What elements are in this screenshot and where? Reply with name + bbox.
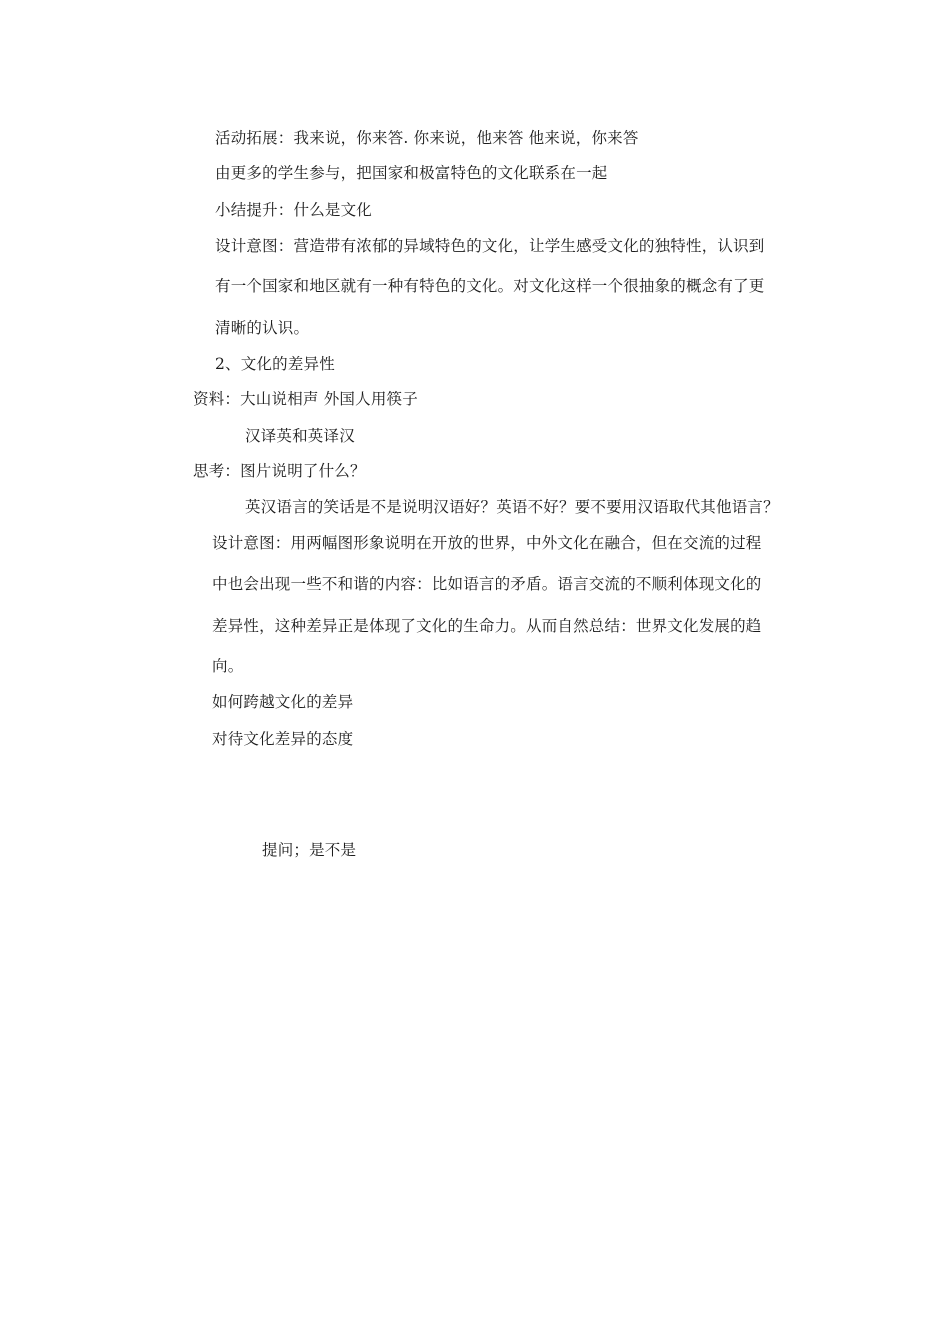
participation-line: 由更多的学生参与，把国家和极富特色的文化联系在一起	[215, 164, 608, 182]
translation-line: 汉译英和英译汉	[245, 427, 355, 445]
attitude-heading: 对待文化差异的态度	[212, 730, 354, 748]
design-intent-2-line-4: 向。	[212, 657, 244, 675]
cross-cultural-heading: 如何跨越文化的差异	[212, 693, 354, 711]
materials-line: 资料：大山说相声 外国人用筷子	[193, 390, 418, 408]
thinking-question-line: 思考：图片说明了什么？	[193, 462, 366, 480]
summary-heading: 小结提升：什么是文化	[215, 201, 373, 219]
design-intent-2-line-1: 设计意图：用两幅图形象说明在开放的世界，中外文化在融合，但在交流的过程	[212, 534, 762, 552]
design-intent-2-line-3: 差异性，这种差异正是体现了文化的生命力。从而自然总结：世界文化发展的趋	[212, 617, 762, 635]
design-intent-line-1: 设计意图：营造带有浓郁的异域特色的文化，让学生感受文化的独特性，认识到	[215, 237, 765, 255]
question-line: 提问；是不是	[262, 841, 357, 859]
design-intent-line-3: 清晰的认识。	[215, 319, 310, 337]
section-heading-cultural-difference: 2、文化的差异性	[215, 355, 335, 373]
design-intent-2-line-2: 中也会出现一些不和谐的内容：比如语言的矛盾。语言交流的不顺利体现文化的	[212, 575, 762, 593]
language-joke-question-line: 英汉语言的笑话是不是说明汉语好？英语不好？要不要用汉语取代其他语言？	[245, 498, 779, 516]
activity-extension-line: 活动拓展：我来说，你来答. 你来说，他来答 他来说，你来答	[215, 129, 639, 147]
design-intent-line-2: 有一个国家和地区就有一种有特色的文化。对文化这样一个很抽象的概念有了更	[215, 277, 765, 295]
